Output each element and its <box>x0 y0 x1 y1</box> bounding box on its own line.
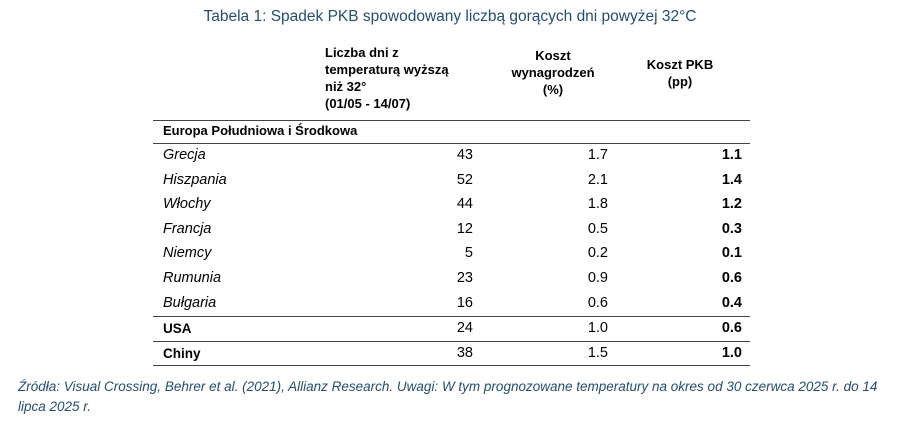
days-value: 38 <box>456 344 473 361</box>
column-header-gdp-line: Koszt PKB <box>646 57 714 72</box>
days-value: 52 <box>456 171 473 188</box>
country-name: Francja <box>163 220 212 237</box>
gdp-value: 0.3 <box>721 220 742 237</box>
column-header-wage-line: Koszt <box>535 48 571 63</box>
gdp-value: 1.1 <box>721 147 742 163</box>
table-row <box>153 316 750 342</box>
column-header-gdp-cost <box>620 56 740 90</box>
column-header-wage-cost <box>488 47 618 98</box>
table-bottom-divider <box>153 365 750 366</box>
country-name: Włochy <box>163 196 211 213</box>
gdp-value: 1.0 <box>721 344 742 361</box>
source-footnote: Źródła: Visual Crossing, Behrer et al. (2021), Allianz Research. Uwagi: W tym prognozowane temperatury na okres od 30 czerwca 2025 r. do 14 lipca 2025 r. <box>18 379 878 414</box>
column-header-days-line: temperaturą wyższą <box>325 62 449 77</box>
wage-value: 0.2 <box>587 245 608 262</box>
table-row <box>153 267 750 292</box>
days-value: 23 <box>456 270 473 286</box>
column-header-gdp-line: (pp) <box>667 74 693 89</box>
gdp-value: 1.4 <box>721 171 742 188</box>
wage-value: 0.5 <box>587 220 608 237</box>
table-title: Tabela 1: Spadek PKB spowodowany liczbą gorących dni powyżej 32°C <box>203 8 697 25</box>
wage-value: 0.9 <box>587 270 608 286</box>
table-row <box>153 144 750 169</box>
column-header-days-line: (01/05 - 14/07) <box>325 96 411 111</box>
days-value: 12 <box>456 220 473 237</box>
column-header-wage-line: (%) <box>542 82 564 97</box>
country-name: Chiny <box>163 345 201 361</box>
days-value: 16 <box>456 294 473 311</box>
column-header-days <box>325 44 505 112</box>
gdp-value: 0.1 <box>721 245 742 262</box>
wage-value: 1.7 <box>587 147 608 163</box>
gdp-value: 0.6 <box>721 320 742 337</box>
gdp-value: 0.6 <box>721 270 742 286</box>
header-divider <box>153 120 750 121</box>
table-row <box>153 218 750 243</box>
gdp-value: 1.2 <box>721 196 742 213</box>
days-value: 24 <box>456 320 473 337</box>
days-value: 44 <box>456 196 473 213</box>
country-name: Bułgaria <box>163 294 217 311</box>
days-value: 43 <box>456 147 473 163</box>
country-name: Rumunia <box>163 270 222 286</box>
country-name: USA <box>163 321 192 337</box>
table-row <box>153 292 750 317</box>
country-name: Grecja <box>163 147 206 163</box>
country-name: Niemcy <box>163 245 212 262</box>
wage-value: 1.8 <box>587 196 608 213</box>
wage-value: 1.5 <box>587 344 608 361</box>
table-row <box>153 193 750 218</box>
column-header-days-line: Liczba dni z <box>325 45 399 60</box>
table-row <box>153 169 750 194</box>
country-name: Hiszpania <box>163 171 227 188</box>
column-header-days-line: niż 32° <box>325 79 367 94</box>
table-row <box>153 341 750 367</box>
table-row <box>153 242 750 267</box>
wage-value: 1.0 <box>587 320 608 337</box>
wage-value: 0.6 <box>587 294 608 311</box>
days-value: 5 <box>464 245 473 262</box>
gdp-value: 0.4 <box>721 294 742 311</box>
wage-value: 2.1 <box>587 171 608 188</box>
column-header-wage-line: wynagrodzeń <box>511 65 595 80</box>
section-label: Europa Południowa i Środkowa <box>163 123 358 138</box>
